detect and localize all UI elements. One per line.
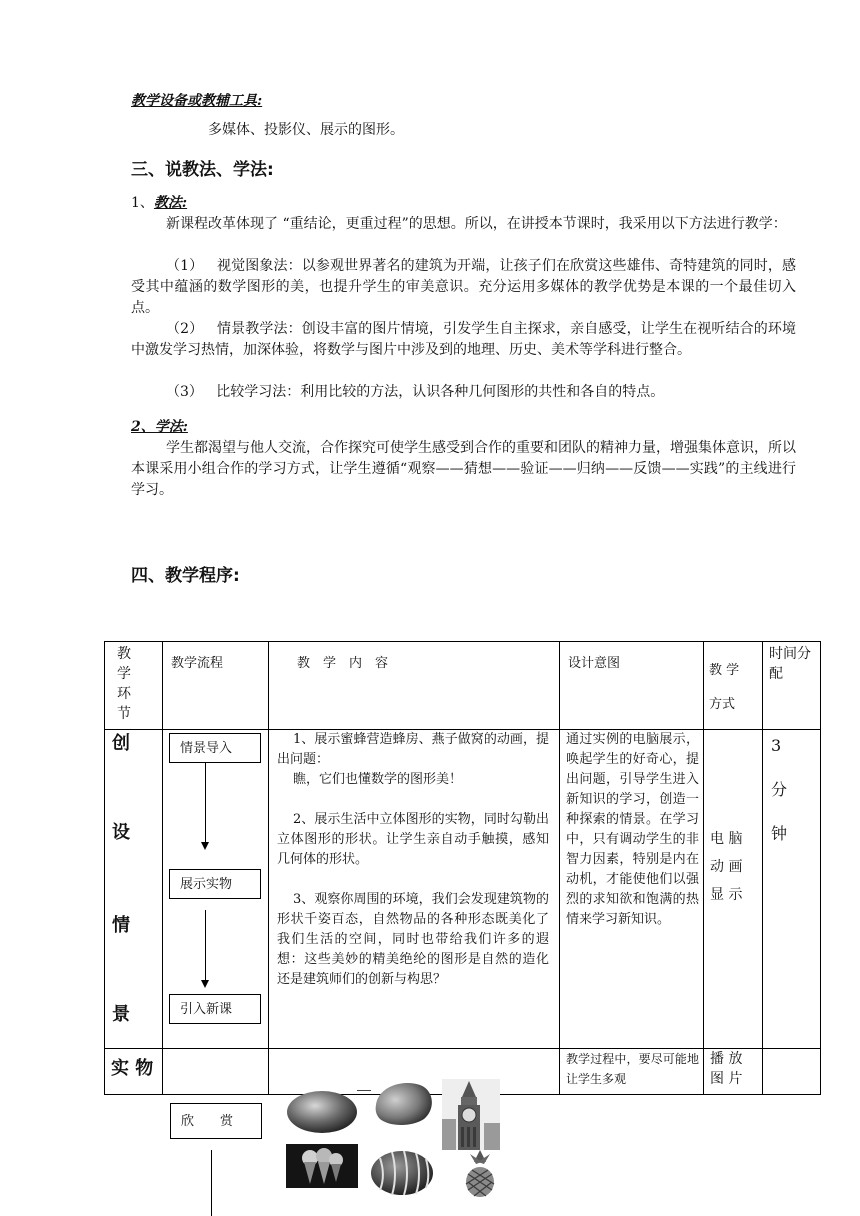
item-1-number: （1） [166,258,204,274]
learn-method-text [131,438,796,501]
header-intent-text: 设计意图 [568,656,621,671]
mango-photo [372,1079,436,1127]
tools-heading: 教学设备或教辅工具: [131,93,263,109]
flow-box-appreciate: 欣 赏 [170,1103,262,1139]
mode-line-2: 动 画 [710,859,743,875]
ice-cream-cones-photo [286,1144,358,1188]
stage-objects [105,1049,163,1095]
item-3-text: 比较学习法：利用比较的方法，认识各种几何图形的共性和各自的特点。 [216,384,665,400]
learn-method-label: 2、学法: [131,419,188,435]
flow-line-1 [205,763,206,843]
item-1-text: 视觉图象法：以参观世界著名的建筑为开端，让孩子们在欣赏这些雄伟、奇特建筑的同时，感受其中蕴涵的数学图形的美，也提升学生的审美意识。充分运用多媒体的教学优势是本课的一个最佳切入点。 [131,258,796,316]
time-objects [763,1049,821,1095]
methods-heading: 三、说教法、学法: [131,160,274,180]
stage-char-4: 景 [112,1004,130,1025]
flow-create-scene [163,730,269,1049]
intent-create-scene [560,730,704,1049]
content-paragraph-4: 3、观察你周围的环境，我们会发现建筑物的形状千姿百态，自然物品的各种形态既美化了我们生活的空间，同时也带给我们许多的遐想：这些美妙的精美绝纶的图形是自然的造化还是建筑师们的创新与构思？ [277,892,549,987]
flow-box-new-lesson: 引入新课 [169,994,261,1024]
teach-method-intro-text: 新课程改革体现了 “重结论，更重过程”的思想。所以，在讲授本节课时，我采用以下方法进行教学： [166,216,787,232]
teach-method-heading [131,193,187,214]
header-stage [105,642,163,730]
time-create-scene [763,730,821,1049]
stage-objects-text: 实 物 [111,1058,154,1079]
stage-char-2: 设 [112,822,130,843]
teach-method-intro [131,214,796,235]
time-char-1: 3 [771,736,782,755]
item-3-number: （3） [166,384,203,400]
program-heading: 四、教学程序: [131,566,240,586]
teaching-program-table [104,641,821,1095]
teach-method-item-2 [131,319,796,361]
header-mode-top: 教 学 [709,663,740,678]
flow-line-3 [211,1150,212,1216]
mode-line-1: 电 脑 [710,831,743,847]
flow-box-scene-intro: 情景导入 [169,733,261,763]
item-2-text: 情景教学法：创设丰富的图片情境，引发学生自主探求，亲自感受，让学生在视听结合的环境中激发学习热情，加深体验，将数学与图片中涉及到的地理、历史、美术等学科进行整合。 [131,321,796,358]
stage-char-3: 情 [112,915,130,936]
header-flow [163,642,269,730]
content-paragraph-3: 2、展示生活中立体图形的实物，同时勾勒出立体图形的形状。让学生亲自动手触摸，感知几何体的形状。 [277,812,549,867]
content-create-scene [269,730,560,1049]
mode-line-3: 显 示 [710,887,743,903]
content-paragraph-1: 1、展示蜜蜂营造蜂房、燕子做窝的动画，提出问题： [277,732,549,767]
flow-arrow-1 [201,842,209,850]
pineapple-photo [460,1150,500,1198]
teach-method-number: 1、 [131,195,154,211]
teach-method-item-1 [131,256,796,319]
stage-char-1: 创 [112,733,130,754]
photo-divider-line [357,1090,371,1091]
header-intent [560,642,704,730]
time-char-3: 钟 [771,824,788,843]
item-2-number: （2） [166,321,204,337]
mode-objects-line-2: 图 片 [710,1071,743,1087]
header-content [269,642,560,730]
mode-objects-line-1: 播 放 [710,1051,743,1067]
intent-objects-text: 教学过程中，要尽可能地让学生多观 [566,1052,699,1086]
flow-objects [163,1049,269,1095]
stage-create-scene [105,730,163,1049]
header-time-text: 时间分配 [769,646,811,682]
intent-objects [560,1049,704,1095]
teach-method-label: 教法: [153,195,188,211]
mode-objects [704,1049,763,1095]
mode-create-scene [704,730,763,1049]
content-paragraph-2: 瞧，它们也懂数学的图形美！ [293,772,463,787]
flow-arrow-2 [201,980,209,988]
teach-method-item-3 [131,382,796,403]
time-char-2: 分 [771,780,788,799]
header-content-text: 教 学 内 容 [297,656,389,671]
flow-box-show-objects: 展示实物 [169,869,261,899]
header-mode [704,642,763,730]
tools-text: 多媒体、投影仪、展示的图形。 [208,122,404,138]
header-stage-text: 教 学 环 节 [117,646,133,722]
potato-photo [286,1090,358,1134]
big-ben-photo [442,1079,500,1150]
header-mode-bottom: 方式 [709,697,736,712]
header-flow-text: 教学流程 [171,656,224,671]
table-header-row [105,642,821,730]
header-time [763,642,821,730]
learn-method-text-body: 学生都渴望与他人交流，合作探究可使学生感受到合作的重要和团队的精神力量，增强集体意识，所以本课采用小组合作的学习方式，让学生遵循“观察——猜想——验证——归纳——反馈——实践”的主线进行学习。 [131,440,796,498]
table-row-create-scene [105,730,821,1049]
watermelon-photo [370,1150,434,1196]
flow-line-2 [205,910,206,982]
intent-create-scene-text: 通过实例的电脑展示，唤起学生的好奇心，提出问题，引导学生进入新知识的学习，创造一种探索的情景。在学习中，只有调动学生的非智力因素，特别是内在动机，才能使他们以强烈的求知欲和饱满的热情来学习新知识。 [566,732,699,927]
